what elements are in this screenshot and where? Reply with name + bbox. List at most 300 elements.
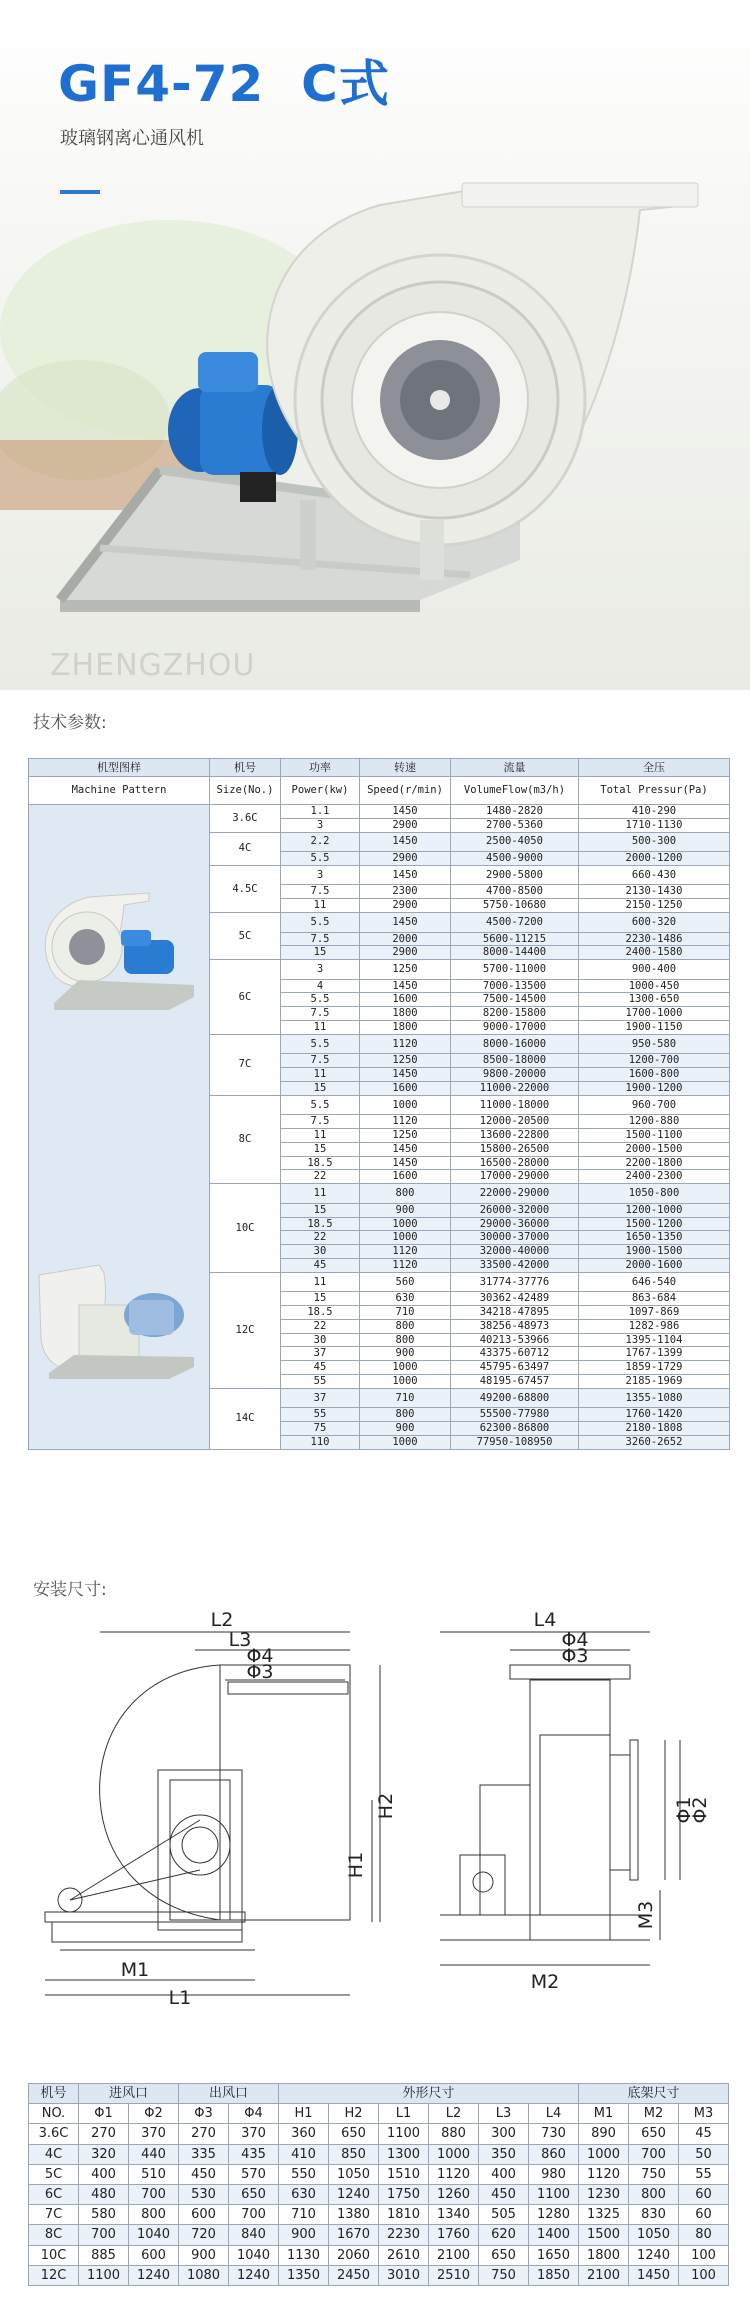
- dims-cell: 1100: [79, 2265, 129, 2285]
- dims-cell: 450: [179, 2164, 229, 2184]
- spec-cell: 2180-1808: [579, 1422, 730, 1436]
- spec-cell: 18.5: [281, 1306, 360, 1320]
- spec-cell: 863-684: [579, 1292, 730, 1306]
- dims-cell: 860: [529, 2144, 579, 2164]
- dims-cell: 800: [129, 2205, 179, 2225]
- dims-cell: 1325: [579, 2205, 629, 2225]
- dims-cell: 1500: [579, 2225, 629, 2245]
- dims-cell: 1000: [579, 2144, 629, 2164]
- spec-cell: 3260-2652: [579, 1436, 730, 1450]
- size-cell: 6C: [210, 960, 281, 1035]
- dims-group-header: 底架尺寸: [579, 2084, 729, 2104]
- dims-cell: 60: [679, 2185, 729, 2205]
- dims-cell: 650: [479, 2245, 529, 2265]
- dims-cell: 550: [279, 2164, 329, 2184]
- spec-cell: 4: [281, 979, 360, 993]
- dims-cell: 6C: [29, 2185, 79, 2205]
- spec-cell: 1500-1100: [579, 1129, 730, 1143]
- spec-cell: 22000-29000: [451, 1184, 579, 1204]
- spec-cell: 1097-869: [579, 1306, 730, 1320]
- spec-cell: 1250: [360, 1054, 451, 1068]
- dims-column-header: H1: [279, 2104, 329, 2124]
- dims-column-header: Φ3: [179, 2104, 229, 2124]
- dims-cell: 1080: [179, 2265, 229, 2285]
- spec-cell: 1450: [360, 979, 451, 993]
- spec-cell: 40213-53966: [451, 1333, 579, 1347]
- spec-cell: 1395-1104: [579, 1333, 730, 1347]
- spec-cell: 22: [281, 1319, 360, 1333]
- dims-cell: 3.6C: [29, 2124, 79, 2144]
- dim-label-P3-left: Φ3: [246, 1661, 274, 1683]
- dims-cell: 360: [279, 2124, 329, 2144]
- spec-cell: 38256-48973: [451, 1319, 579, 1333]
- dims-cell: 620: [479, 2225, 529, 2245]
- dims-cell: 370: [229, 2124, 279, 2144]
- spec-cell: 2185-1969: [579, 1375, 730, 1389]
- machine-pattern-images: [29, 805, 210, 1450]
- spec-cell: 8000-16000: [451, 1034, 579, 1054]
- dims-cell: 12C: [29, 2265, 79, 2285]
- spec-cell: 34218-47895: [451, 1306, 579, 1320]
- dims-cell: 900: [279, 2225, 329, 2245]
- dim-label-P4-right: Φ4: [561, 1629, 589, 1651]
- dims-row: [29, 2185, 729, 2205]
- spec-cell: 8500-18000: [451, 1054, 579, 1068]
- spec-cell: 15: [281, 1142, 360, 1156]
- dims-cell: 750: [629, 2164, 679, 2184]
- spec-cell: 7500-14500: [451, 993, 579, 1007]
- spec-header-en: Machine Pattern: [29, 777, 210, 805]
- spec-cell: 2300: [360, 885, 451, 899]
- spec-cell: 1355-1080: [579, 1388, 730, 1408]
- spec-header-en: Size(No.): [210, 777, 281, 805]
- dims-cell: 50: [679, 2144, 729, 2164]
- spec-cell: 2230-1486: [579, 932, 730, 946]
- spec-cell: 5.5: [281, 913, 360, 933]
- dims-cell: 1340: [429, 2205, 479, 2225]
- spec-cell: 8000-14400: [451, 946, 579, 960]
- machine-photos: [29, 805, 210, 1445]
- dims-column-header: H2: [329, 2104, 379, 2124]
- spec-header-en: Power(kw): [281, 777, 360, 805]
- dims-cell: 710: [279, 2205, 329, 2225]
- spec-cell: 800: [360, 1333, 451, 1347]
- spec-cell: 900-400: [579, 960, 730, 980]
- spec-cell: 1200-700: [579, 1054, 730, 1068]
- spec-cell: 1760-1420: [579, 1408, 730, 1422]
- spec-cell: 75: [281, 1422, 360, 1436]
- spec-cell: 2000: [360, 932, 451, 946]
- dims-cell: 2610: [379, 2245, 429, 2265]
- dims-cell: 1650: [529, 2245, 579, 2265]
- spec-cell: 33500-42000: [451, 1258, 579, 1272]
- dims-cell: 1040: [129, 2225, 179, 2245]
- spec-cell: 1200-1000: [579, 1203, 730, 1217]
- dims-cell: 980: [529, 2164, 579, 2184]
- dims-cell: 1050: [329, 2164, 379, 2184]
- dims-cell: 700: [229, 2205, 279, 2225]
- spec-cell: 5.5: [281, 852, 360, 866]
- dims-group-header-row: [29, 2084, 729, 2104]
- dims-cell: 1510: [379, 2164, 429, 2184]
- install-section-title: 安装尺寸:: [33, 1580, 107, 1600]
- dims-column-header: L1: [379, 2104, 429, 2124]
- dims-cell: 435: [229, 2144, 279, 2164]
- dims-cell: 570: [229, 2164, 279, 2184]
- spec-cell: 1859-1729: [579, 1361, 730, 1375]
- spec-cell: 800: [360, 1408, 451, 1422]
- spec-cell: 3: [281, 960, 360, 980]
- dims-cell: 1300: [379, 2144, 429, 2164]
- dims-group-header: 出风口: [179, 2084, 279, 2104]
- dims-cell: 900: [179, 2245, 229, 2265]
- spec-cell: 15: [281, 1292, 360, 1306]
- dim-label-P3-right: Φ3: [561, 1645, 589, 1667]
- spec-cell: 3: [281, 865, 360, 885]
- dims-cell: 1260: [429, 2185, 479, 2205]
- dim-label-H2: H2: [375, 1792, 397, 1820]
- dims-cell: 320: [79, 2144, 129, 2164]
- install-dims-table: [28, 2083, 729, 2286]
- spec-cell: 7.5: [281, 932, 360, 946]
- dims-cell: 650: [229, 2185, 279, 2205]
- spec-header-en: VolumeFlow(m3/h): [451, 777, 579, 805]
- size-cell: 10C: [210, 1184, 281, 1273]
- spec-header-cn: 机型图样: [29, 759, 210, 777]
- dims-cell: 1050: [629, 2225, 679, 2245]
- dims-group-header: 外形尺寸: [279, 2084, 579, 2104]
- spec-cell: 2900: [360, 852, 451, 866]
- spec-cell: 30: [281, 1333, 360, 1347]
- dim-label-L4: L4: [533, 1610, 557, 1631]
- dims-column-header: NO.: [29, 2104, 79, 2124]
- dims-cell: 505: [479, 2205, 529, 2225]
- dims-row: [29, 2225, 729, 2245]
- dims-cell: 1450: [629, 2265, 679, 2285]
- spec-cell: 1700-1000: [579, 1007, 730, 1021]
- dim-label-P2: Φ2: [689, 1796, 711, 1824]
- spec-cell: 1120: [360, 1258, 451, 1272]
- dims-cell: 8C: [29, 2225, 79, 2245]
- spec-cell: 1450: [360, 1068, 451, 1082]
- spec-cell: 45: [281, 1258, 360, 1272]
- spec-cell: 1000: [360, 1375, 451, 1389]
- dims-cell: 650: [329, 2124, 379, 2144]
- install-dimension-drawing: [0, 1610, 750, 2010]
- spec-cell: 1650-1350: [579, 1231, 730, 1245]
- spec-cell: 11: [281, 1068, 360, 1082]
- spec-cell: 800: [360, 1184, 451, 1204]
- spec-cell: 2900-5800: [451, 865, 579, 885]
- dims-cell: 370: [129, 2124, 179, 2144]
- spec-cell: 1600: [360, 1170, 451, 1184]
- dims-row: [29, 2245, 729, 2265]
- dims-cell: 1120: [579, 2164, 629, 2184]
- spec-cell: 4500-7200: [451, 913, 579, 933]
- dims-cell: 400: [79, 2164, 129, 2184]
- spec-cell: 8200-15800: [451, 1007, 579, 1021]
- spec-cell: 7.5: [281, 1115, 360, 1129]
- spec-cell: 1000: [360, 1361, 451, 1375]
- spec-cell: 1050-800: [579, 1184, 730, 1204]
- size-cell: 4C: [210, 832, 281, 865]
- spec-cell: 1900-1500: [579, 1245, 730, 1259]
- dims-cell: 60: [679, 2205, 729, 2225]
- dims-cell: 1100: [529, 2185, 579, 2205]
- dim-label-L2: L2: [210, 1610, 234, 1631]
- spec-cell: 48195-67457: [451, 1375, 579, 1389]
- spec-cell: 2700-5360: [451, 818, 579, 832]
- dims-column-header: Φ1: [79, 2104, 129, 2124]
- dims-cell: 800: [629, 2185, 679, 2205]
- spec-cell: 2130-1430: [579, 885, 730, 899]
- spec-cell: 1250: [360, 960, 451, 980]
- spec-cell: 11: [281, 1129, 360, 1143]
- dims-cell: 1350: [279, 2265, 329, 2285]
- dims-cell: 1100: [379, 2124, 429, 2144]
- page-title: GF4-72 C式: [58, 55, 390, 113]
- spec-cell: 2200-1800: [579, 1156, 730, 1170]
- spec-cell: 5.5: [281, 993, 360, 1007]
- dims-cell: 1130: [279, 2245, 329, 2265]
- size-cell: 8C: [210, 1095, 281, 1184]
- spec-cell: 18.5: [281, 1217, 360, 1231]
- spec-cell: 1600-800: [579, 1068, 730, 1082]
- spec-cell: 900: [360, 1203, 451, 1217]
- spec-cell: 5700-11000: [451, 960, 579, 980]
- dims-row: [29, 2265, 729, 2285]
- spec-cell: 5600-11215: [451, 932, 579, 946]
- spec-header-en: Total Pressur(Pa): [579, 777, 730, 805]
- watermark-text: ZHENGZHOU: [50, 648, 256, 683]
- dims-group-header: 机号: [29, 2084, 79, 2104]
- dims-cell: 45: [679, 2124, 729, 2144]
- dims-cell: 720: [179, 2225, 229, 2245]
- spec-cell: 1120: [360, 1115, 451, 1129]
- spec-cell: 11: [281, 1021, 360, 1035]
- dims-cell: 55: [679, 2164, 729, 2184]
- dims-cell: 1760: [429, 2225, 479, 2245]
- spec-cell: 30362-42489: [451, 1292, 579, 1306]
- dims-column-header: M3: [679, 2104, 729, 2124]
- spec-cell: 30000-37000: [451, 1231, 579, 1245]
- dims-cell: 2510: [429, 2265, 479, 2285]
- dims-cell: 1230: [579, 2185, 629, 2205]
- dims-cell: 2060: [329, 2245, 379, 2265]
- spec-cell: 1450: [360, 865, 451, 885]
- spec-cell: 1282-986: [579, 1319, 730, 1333]
- dims-cell: 1240: [229, 2265, 279, 2285]
- dim-label-M2: M2: [530, 1971, 560, 1993]
- spec-cell: 1480-2820: [451, 805, 579, 819]
- spec-cell: 15: [281, 1081, 360, 1095]
- spec-cell: 37: [281, 1347, 360, 1361]
- fan-product-illustration: [0, 0, 750, 690]
- spec-cell: 1300-650: [579, 993, 730, 1007]
- spec-cell: 11: [281, 1272, 360, 1292]
- spec-cell: 15800-26500: [451, 1142, 579, 1156]
- spec-header-cn: 功率: [281, 759, 360, 777]
- spec-cell: 950-580: [579, 1034, 730, 1054]
- spec-cell: 55: [281, 1408, 360, 1422]
- spec-cell: 110: [281, 1436, 360, 1450]
- spec-cell: 55500-77980: [451, 1408, 579, 1422]
- spec-cell: 2.2: [281, 832, 360, 852]
- spec-cell: 62300-86800: [451, 1422, 579, 1436]
- size-cell: 5C: [210, 913, 281, 960]
- spec-cell: 1450: [360, 1142, 451, 1156]
- spec-cell: 2900: [360, 818, 451, 832]
- spec-cell: 560: [360, 1272, 451, 1292]
- dims-cell: 600: [129, 2245, 179, 2265]
- spec-cell: 1.1: [281, 805, 360, 819]
- dims-cell: 580: [79, 2205, 129, 2225]
- spec-cell: 37: [281, 1388, 360, 1408]
- spec-header-en: Speed(r/min): [360, 777, 451, 805]
- spec-cell: 11: [281, 1184, 360, 1204]
- dims-cell: 650: [629, 2124, 679, 2144]
- spec-cell: 1120: [360, 1245, 451, 1259]
- dims-cell: 335: [179, 2144, 229, 2164]
- size-cell: 4.5C: [210, 865, 281, 912]
- spec-cell: 630: [360, 1292, 451, 1306]
- spec-cell: 26000-32000: [451, 1203, 579, 1217]
- dims-row: [29, 2205, 729, 2225]
- spec-cell: 7.5: [281, 885, 360, 899]
- spec-cell: 1450: [360, 1156, 451, 1170]
- dim-label-L1: L1: [168, 1987, 192, 2009]
- spec-cell: 1900-1200: [579, 1081, 730, 1095]
- dims-cell: 1810: [379, 2205, 429, 2225]
- spec-cell: 5750-10680: [451, 899, 579, 913]
- dims-column-header: M2: [629, 2104, 679, 2124]
- spec-cell: 5.5: [281, 1095, 360, 1115]
- spec-cell: 31774-37776: [451, 1272, 579, 1292]
- dims-cell: 480: [79, 2185, 129, 2205]
- spec-cell: 11: [281, 899, 360, 913]
- spec-header-cn: 流量: [451, 759, 579, 777]
- spec-cell: 2000-1200: [579, 852, 730, 866]
- dims-cell: 1040: [229, 2245, 279, 2265]
- spec-cell: 7.5: [281, 1054, 360, 1068]
- dims-cell: 2230: [379, 2225, 429, 2245]
- spec-cell: 30: [281, 1245, 360, 1259]
- spec-cell: 1120: [360, 1034, 451, 1054]
- spec-cell: 1800: [360, 1007, 451, 1021]
- spec-cell: 32000-40000: [451, 1245, 579, 1259]
- dims-cell: 4C: [29, 2144, 79, 2164]
- dims-cell: 700: [129, 2185, 179, 2205]
- spec-cell: 2500-4050: [451, 832, 579, 852]
- spec-cell: 1250: [360, 1129, 451, 1143]
- spec-cell: 1450: [360, 913, 451, 933]
- dims-group-header: 进风口: [79, 2084, 179, 2104]
- spec-cell: 2900: [360, 946, 451, 960]
- spec-cell: 1710-1130: [579, 818, 730, 832]
- dims-cell: 1750: [379, 2185, 429, 2205]
- spec-cell: 2900: [360, 899, 451, 913]
- size-cell: 12C: [210, 1272, 281, 1388]
- spec-cell: 1000: [360, 1095, 451, 1115]
- dims-cell: 1240: [629, 2245, 679, 2265]
- dims-cell: 1800: [579, 2245, 629, 2265]
- dims-cell: 1240: [329, 2185, 379, 2205]
- dims-cell: 450: [479, 2185, 529, 2205]
- size-cell: 7C: [210, 1034, 281, 1095]
- dims-cell: 840: [229, 2225, 279, 2245]
- size-cell: 3.6C: [210, 805, 281, 833]
- dims-cell: 1400: [529, 2225, 579, 2245]
- spec-cell: 900: [360, 1422, 451, 1436]
- dim-label-M1: M1: [120, 1959, 150, 1981]
- page-subtitle: 玻璃钢离心通风机: [60, 128, 204, 149]
- dims-cell: 1670: [329, 2225, 379, 2245]
- spec-cell: 1450: [360, 805, 451, 819]
- spec-cell: 900: [360, 1347, 451, 1361]
- spec-row: [29, 805, 730, 819]
- dims-column-header: Φ4: [229, 2104, 279, 2124]
- spec-cell: 660-430: [579, 865, 730, 885]
- dims-cell: 510: [129, 2164, 179, 2184]
- dims-cell: 1000: [429, 2144, 479, 2164]
- dims-cell: 5C: [29, 2164, 79, 2184]
- spec-cell: 1450: [360, 832, 451, 852]
- dims-row: [29, 2144, 729, 2164]
- spec-table: [28, 758, 730, 1450]
- dims-cell: 600: [179, 2205, 229, 2225]
- spec-cell: 500-300: [579, 832, 730, 852]
- dims-cell: 80: [679, 2225, 729, 2245]
- spec-cell: 16500-28000: [451, 1156, 579, 1170]
- dims-cell: 630: [279, 2185, 329, 2205]
- dims-cell: 2100: [579, 2265, 629, 2285]
- spec-cell: 4500-9000: [451, 852, 579, 866]
- dims-cell: 700: [79, 2225, 129, 2245]
- spec-cell: 43375-60712: [451, 1347, 579, 1361]
- dims-cell: 1280: [529, 2205, 579, 2225]
- spec-cell: 7.5: [281, 1007, 360, 1021]
- dims-cell: 890: [579, 2124, 629, 2144]
- dims-cell: 100: [679, 2265, 729, 2285]
- spec-cell: 22: [281, 1170, 360, 1184]
- dims-column-header: L3: [479, 2104, 529, 2124]
- dims-cell: 885: [79, 2245, 129, 2265]
- spec-cell: 2000-1500: [579, 1142, 730, 1156]
- dims-column-header-row: [29, 2104, 729, 2124]
- spec-cell: 77950-108950: [451, 1436, 579, 1450]
- dims-cell: 1380: [329, 2205, 379, 2225]
- dims-cell: 880: [429, 2124, 479, 2144]
- spec-cell: 22: [281, 1231, 360, 1245]
- dims-cell: 400: [479, 2164, 529, 2184]
- spec-cell: 2400-1580: [579, 946, 730, 960]
- spec-cell: 410-290: [579, 805, 730, 819]
- dims-cell: 3010: [379, 2265, 429, 2285]
- dims-column-header: Φ2: [129, 2104, 179, 2124]
- dims-cell: 440: [129, 2144, 179, 2164]
- spec-cell: 13600-22800: [451, 1129, 579, 1143]
- spec-cell: 1200-880: [579, 1115, 730, 1129]
- spec-header-cn: 全压: [579, 759, 730, 777]
- dims-cell: 300: [479, 2124, 529, 2144]
- dim-label-P4-left: Φ4: [246, 1645, 274, 1667]
- spec-cell: 9800-20000: [451, 1068, 579, 1082]
- dims-cell: 730: [529, 2124, 579, 2144]
- dims-cell: 350: [479, 2144, 529, 2164]
- dims-column-header: L2: [429, 2104, 479, 2124]
- spec-header-cn: 转速: [360, 759, 451, 777]
- spec-cell: 18.5: [281, 1156, 360, 1170]
